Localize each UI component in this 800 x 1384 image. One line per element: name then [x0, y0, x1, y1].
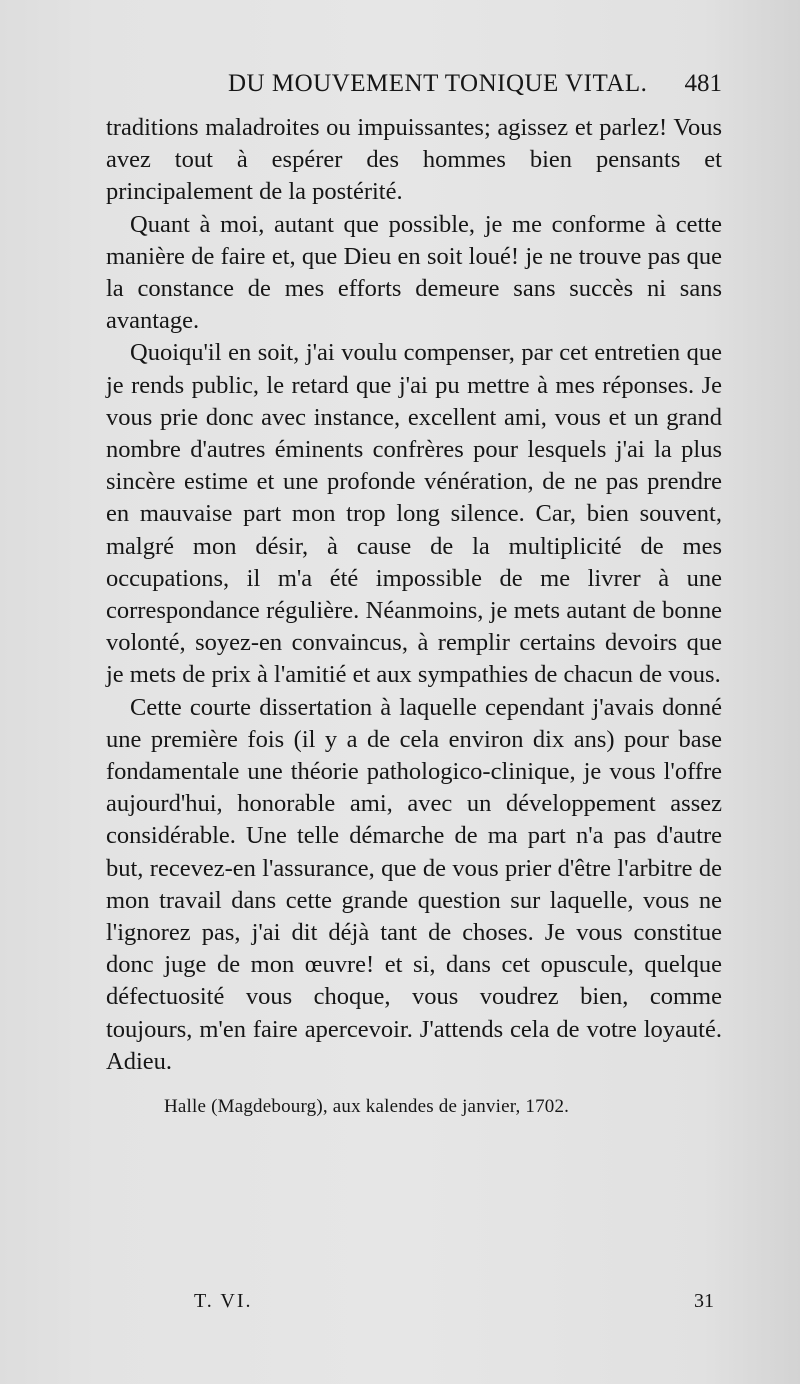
body-text [106, 112, 722, 1078]
paragraph-4: Cette courte dissertation à laquelle cependant j'avais donné une première fois (il y a de cela environ dix ans) pour base fondamentale une théorie pathologico-clinique, je vous l'offre aujourd'hui, honorable ami, avec un développement assez considérable. Une telle démarche de ma part n'a pas d'autre but, recevez-en l'assurance, que de vous prier d'être l'arbitre de mon travail dans cette grande question sur laquelle, vous ne l'ignorez pas, j'ai dit déjà tant de choses. Je vous constitue donc juge de mon œuvre! et si, dans cet opuscule, quelque défectuosité vous choque, vous voudrez bien, comme toujours, m'en faire apercevoir. J'attends cela de votre loyauté. Adieu. [106, 693, 722, 1075]
page-number: 481 [684, 70, 722, 97]
page-footer [194, 1290, 714, 1320]
paragraph-3: Quoiqu'il en soit, j'ai voulu compenser, par cet entretien que je rends public, le retard que j'ai pu mettre à mes réponses. Je vous prie donc avec instance, excellent ami, vous et un grand nombre d'autres éminents confrères pour lesquels j'ai la plus sincère estime et une profonde vénération, de ne pas prendre en mauvaise part mon trop long silence. Car, bien souvent, malgré mon désir, à cause de la multiplicité de mes occupations, il m'a été impossible de me livrer à une correspondance régulière. Néanmoins, je mets autant de bonne volonté, soyez-en convaincus, à remplir certains devoirs que je mets de prix à l'amitié et aux sympathies de chacun de vous. [106, 339, 722, 689]
place-date-signature: Halle (Magdebourg), aux kalendes de janvier, 1702. [164, 1096, 570, 1117]
volume-label: T. VI. [194, 1290, 253, 1312]
paragraph-2: Quant à moi, autant que possible, je me conforme à cette manière de faire et, que Dieu en soit loué! je ne trouve pas que la constance de mes efforts demeure sans succès ni sans avantage. [106, 210, 722, 335]
running-title: DU MOUVEMENT TONIQUE VITAL. [228, 70, 648, 97]
paragraph-1: traditions maladroites ou impuissantes; agissez et parlez! Vous avez tout à espérer des hommes bien pensants et principalement de la postérité. [106, 114, 722, 206]
running-head [106, 70, 722, 104]
signature-mark: 31 [694, 1290, 714, 1312]
